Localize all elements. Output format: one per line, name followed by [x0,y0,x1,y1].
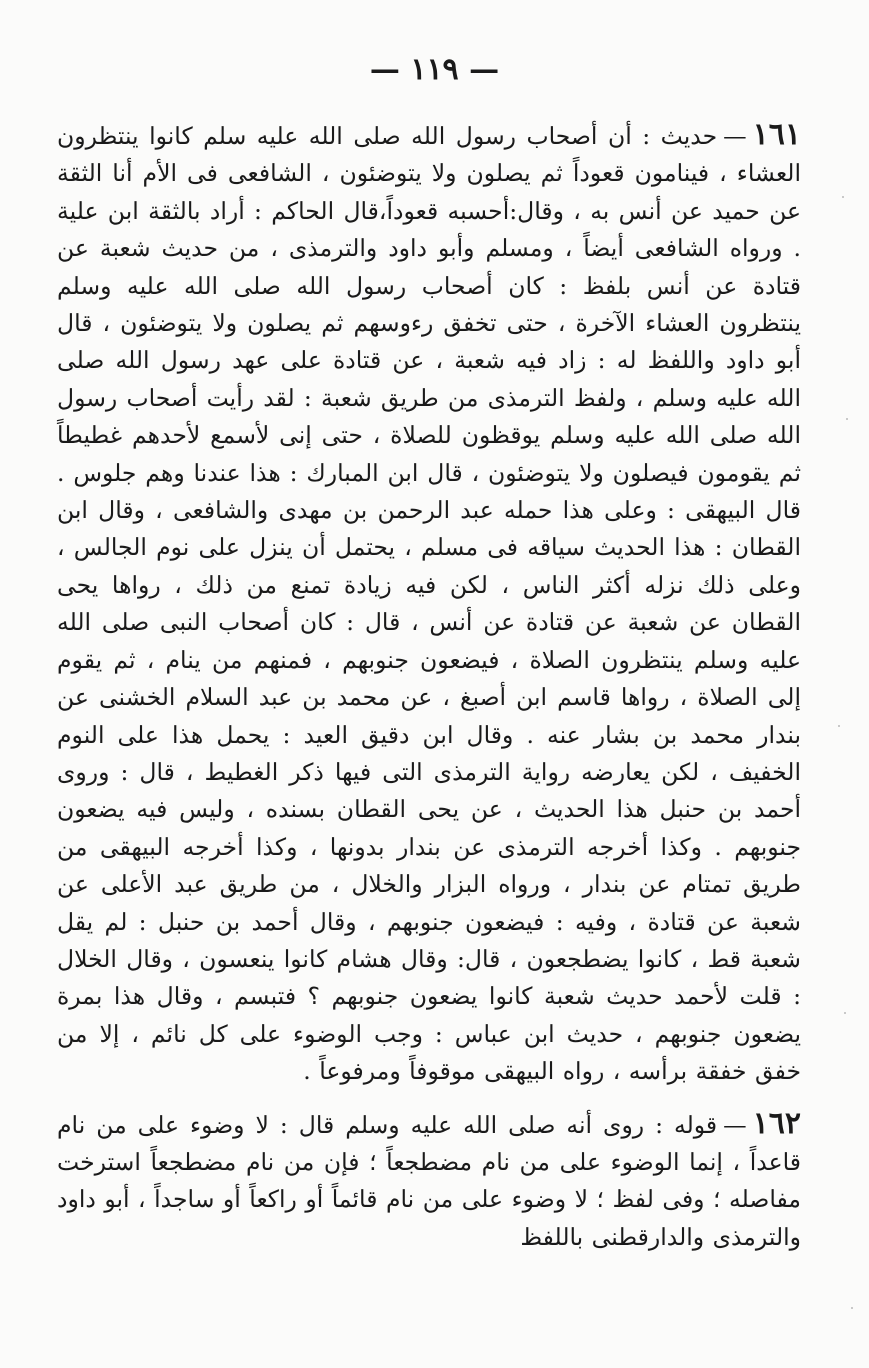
scan-speck [851,1307,853,1309]
paragraph-number: ١٦٢ [752,1105,801,1141]
paragraph-dash: — [723,122,747,150]
scan-speck [842,196,844,198]
hadith-paragraph-161 [57,116,801,1091]
hadith-paragraph-162 [57,1105,801,1257]
paragraph-text: حديث : أن أصحاب رسول الله صلى الله عليه سلم كانوا ينتظرون العشاء ، فينامون قعوداً ثم يصلون ولا يتوضئون ، الشافعى فى الأم أنا الثقة عن حميد عن أنس به ، وقال:أحسبه قعوداً،قال الحاكم : أراد بالثقة ابن علية . ورواه الشافعى أيضاً ، ومسلم وأبو داود والترمذى ، من حديث شعبة عن قتادة عن أنس بلفظ : كان أصحاب رسول الله صلى الله عليه وسلم ينتظرون العشاء الآخرة ، حتى تخفق رءوسهم ثم يصلون ولا يتوضئون ، قال أبو داود واللفظ له : زاد فيه شعبة ، عن قتادة على عهد رسول الله صلى الله عليه وسلم ، ولفظ الترمذى من طريق شعبة : لقد رأيت أصحاب رسول الله صلى الله عليه وسلم يوقظون للصلاة ، حتى إنى لأسمع لأحدهم غطيطاً ثم يقومون فيصلون ولا يتوضئون ، قال ابن المبارك : هذا عندنا وهم جلوس . قال البيهقى : وعلى هذا حمله عبد الرحمن بن مهدى والشافعى ، وقال ابن القطان : هذا الحديث سياقه فى مسلم ، يحتمل أن ينزل على نوم الجالس ، وعلى ذلك نزله أكثر الناس ، لكن فيه زيادة تمنع من ذلك ، رواها يحى القطان عن شعبة عن قتادة عن أنس ، قال : كان أصحاب النبى صلى الله عليه وسلم ينتظرون الصلاة ، فيضعون جنوبهم ، فمنهم من ينام ، ثم يقوم إلى الصلاة ، رواها قاسم ابن أصبغ ، عن محمد بن عبد السلام الخشنى عن بندار محمد بن بشار عنه . وقال ابن دقيق العيد : يحمل هذا على النوم الخفيف ، لكن يعارضه رواية الترمذى التى فيها ذكر الغطيط ، قال : وروى أحمد بن حنبل هذا الحديث ، عن يحى القطان بسنده ، وليس فيه يضعون جنوبهم . وكذا أخرجه الترمذى عن بندار بدونها ، وكذا أخرجه البيهقى من طريق تمتام عن بندار ، ورواه البزار والخلال ، من طريق عبد الأعلى عن شعبة عن قتادة ، وفيه : فيضعون جنوبهم ، وقال أحمد بن حنبل : لم يقل شعبة قط ، كانوا يضطجعون ، قال: وقال هشام كانوا ينعسون ، وقال الخلال : قلت لأحمد حديث شعبة كانوا يضعون جنوبهم ؟ فتبسم ، وقال هذا بمرة يضعون جنوبهم ، حديث ابن عباس : وجب الوضوء على كل نائم ، إلا من خفق خفقة برأسه ، رواه البيهقى موقوفاً ومرفوعاً . [57,122,801,1086]
paragraph-text: قوله : روى أنه صلى الله عليه وسلم قال : لا وضوء على من نام قاعداً ، إنما الوضوء على من نام مضطجعاً ؛ فإن من نام مضطجعاً استرخت مفاصله ؛ وفى لفظ ؛ لا وضوء على من نام قائماً أو راكعاً أو ساجداً ، أبو داود والترمذى والدارقطنى باللفظ [57,1110,801,1251]
paragraph-number: ١٦١ [752,117,801,152]
scan-speck [846,418,848,420]
page-number: — ١١٩ — [369,52,500,87]
scan-speck [838,725,840,727]
page-body [57,116,801,1256]
paragraph-dash: — [723,1110,747,1139]
scan-speck [844,1012,846,1014]
